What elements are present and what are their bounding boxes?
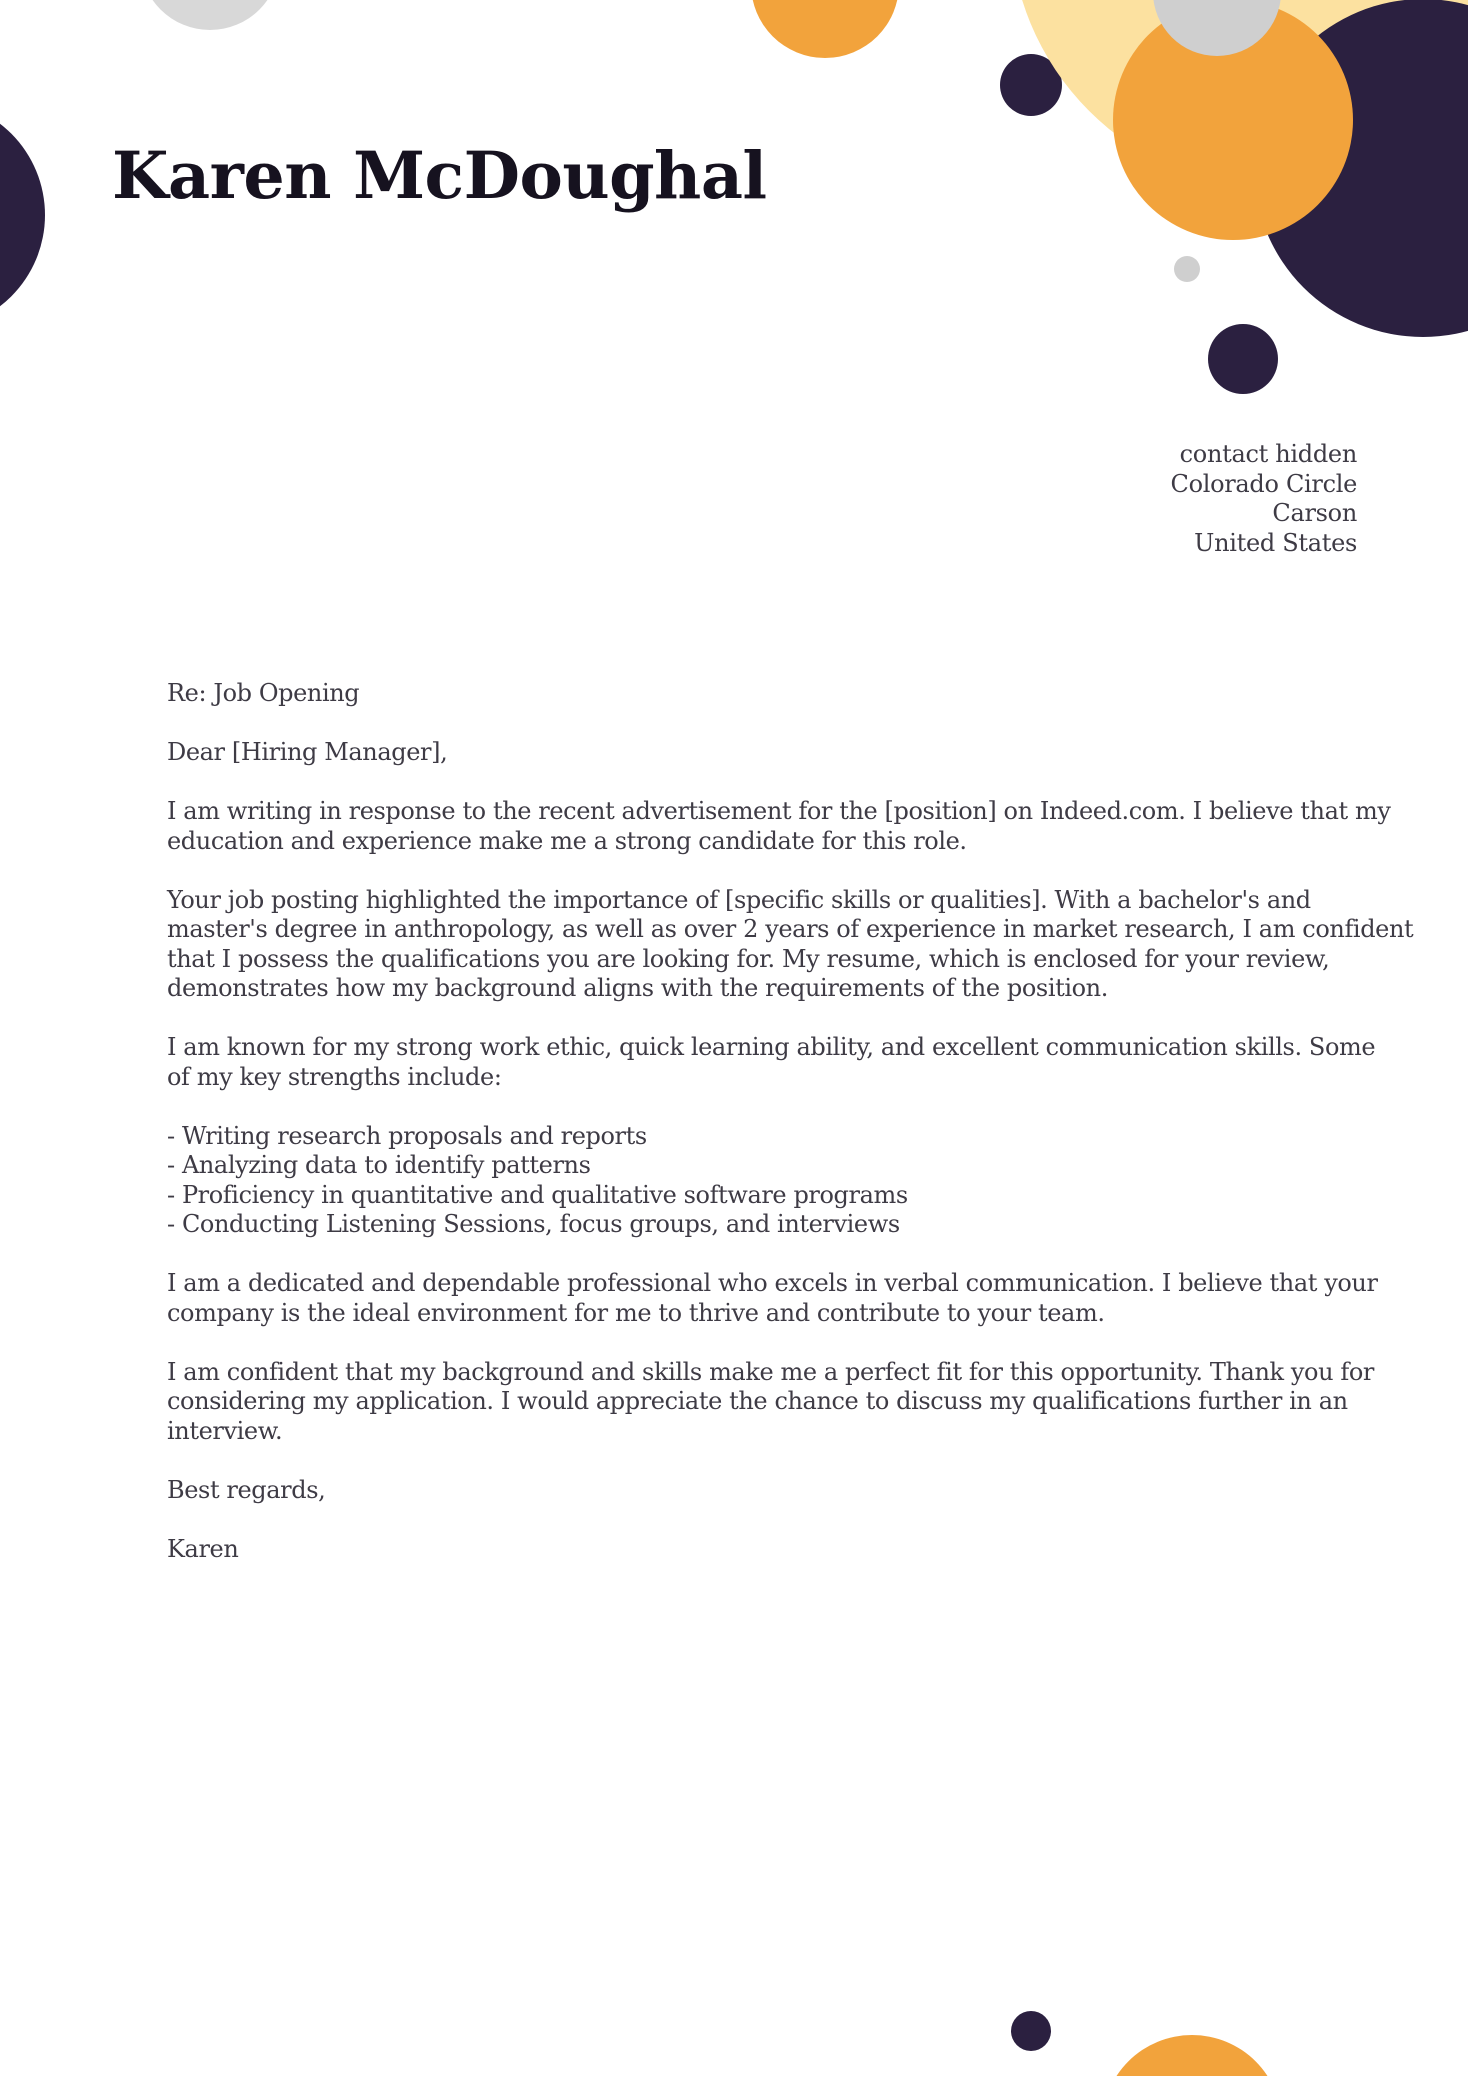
decor-circle-pale-yellow-large [1010, 0, 1468, 190]
letter-subject [167, 679, 1377, 709]
decor-dot-navy-small [1000, 54, 1062, 116]
letter-paragraph-6 [167, 1358, 1377, 1447]
decor-circle-top-orange [751, 0, 899, 58]
decor-circle-navy-large-right [1254, 0, 1468, 337]
letter-line: considering my application. I would appreciate the chance to discuss my qualifications further in an [167, 1387, 1348, 1415]
letter-line: company is the ideal environment for me to thrive and contribute to your team. [167, 1298, 1105, 1327]
letter-line: I am known for my strong work ethic, quick learning ability, and excellent communication skills. Some [167, 1033, 1376, 1061]
decor-dot-navy-bottom [1011, 2011, 1051, 2051]
decor-dot-navy-medium [1208, 324, 1278, 394]
letter-line: I am confident that my background and skills make me a perfect fit for this opportunity. Thank you for [167, 1357, 1374, 1386]
letter-line: I am writing in response to the recent advertisement for the [position] on Indeed.com. I believe that my [167, 797, 1391, 825]
letter-salutation [167, 738, 1377, 768]
letter-paragraph-1 [167, 797, 1391, 856]
letter-paragraph-2 [167, 885, 1414, 1004]
letter-paragraph-3 [167, 1033, 1377, 1092]
letter-bullet-list [167, 1122, 1377, 1240]
closing-line: Best regards, [167, 1475, 326, 1504]
decor-circle-gray-top-right [1153, 0, 1281, 56]
contact-line-street: Colorado Circle [1170, 469, 1357, 498]
letter-signature [167, 1535, 1377, 1565]
decor-circle-top-gray [140, 0, 280, 30]
letter-line: I am a dedicated and dependable professional who excels in verbal communication. I believe that your [167, 1269, 1378, 1297]
letter-line: Your job posting highlighted the importance of [specific skills or qualities]. With a bachelor's and [167, 885, 1311, 914]
salutation-line: Dear [Hiring Manager], [167, 738, 448, 766]
decor-circle-left-navy [0, 100, 45, 330]
bullet-item: - Conducting Listening Sessions, focus groups, and interviews [167, 1210, 900, 1238]
bullet-item: - Writing research proposals and reports [167, 1121, 647, 1150]
decor-dot-gray-small [1174, 256, 1200, 282]
decor-circle-orange-bottom [1102, 2035, 1282, 2076]
decor-circle-orange-large [1113, 0, 1353, 240]
letter-line: of my key strengths include: [167, 1062, 502, 1091]
letter-closing [167, 1476, 1377, 1506]
contact-info [1171, 440, 1358, 558]
letter-line: interview. [167, 1416, 283, 1445]
letter-body [167, 679, 1414, 1564]
contact-line-hidden: contact hidden [1179, 440, 1357, 468]
letter-line: that I possess the qualifications you are looking for. My resume, which is enclosed for your review, [167, 944, 1330, 973]
letter-line: master's degree in anthropology, as well as over 2 years of experience in market research, I am confident [167, 915, 1414, 943]
letter-paragraph-5 [167, 1269, 1377, 1328]
letter-line: education and experience make me a strong candidate for this role. [167, 826, 967, 855]
contact-line-country: United States [1194, 528, 1357, 557]
contact-line-city: Carson [1272, 499, 1357, 527]
subject-line: Re: Job Opening [167, 679, 360, 707]
author-name: Karen McDoughal [112, 137, 767, 214]
signature-line: Karen [167, 1534, 239, 1563]
letter-line: demonstrates how my background aligns with the requirements of the position. [167, 974, 1108, 1002]
bullet-item: - Analyzing data to identify patterns [167, 1151, 591, 1179]
bullet-item: - Proficiency in quantitative and qualitative software programs [167, 1180, 908, 1209]
